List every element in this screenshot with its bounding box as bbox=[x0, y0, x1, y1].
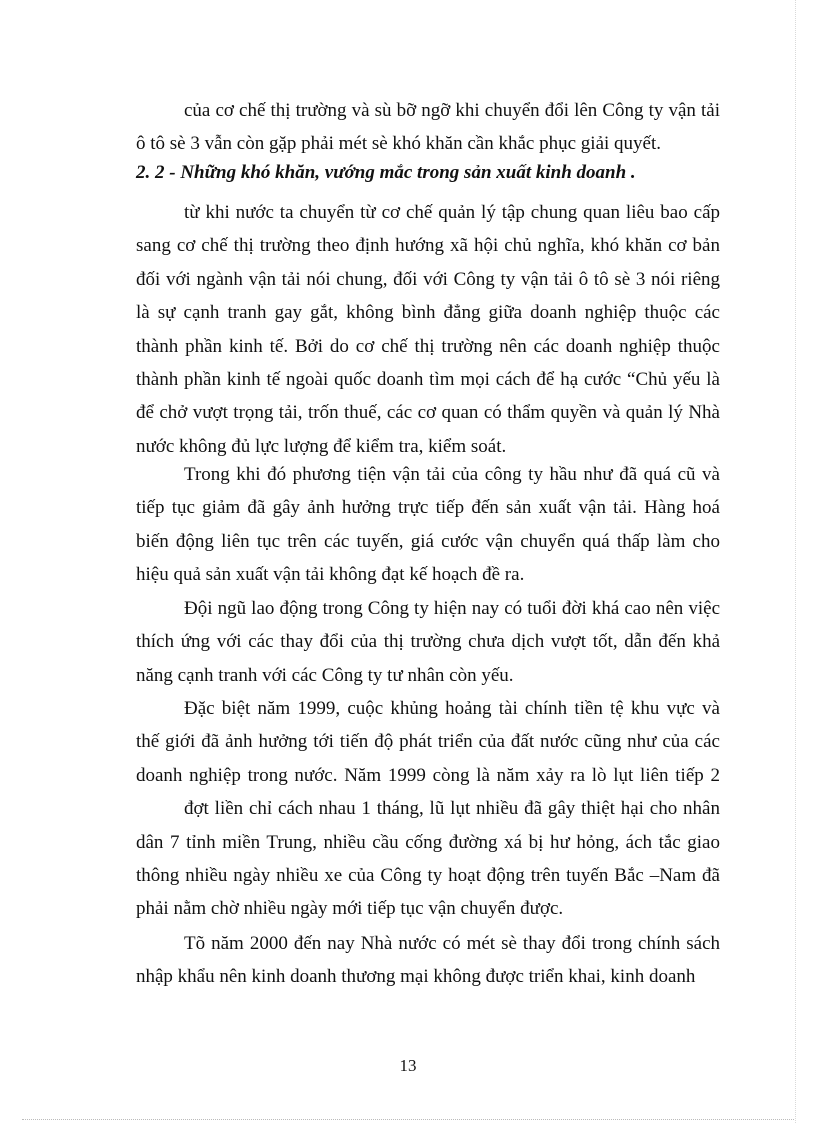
text-line: Đội ngũ lao động trong Công ty hiện nay có tuổi đời khá cao nên việc bbox=[184, 598, 720, 619]
text-line: doanh nghiệp trong nước. Năm 1999 còng là năm xảy ra lò lụt liên tiếp 2 bbox=[136, 764, 720, 786]
text-line: thành phần kinh tế. Bởi do cơ chế thị trường nên các doanh nghiệp thuộc bbox=[136, 335, 720, 357]
text-line: đợt liền chỉ cách nhau 1 tháng, lũ lụt nhiều đã gây thiệt hại cho nhân bbox=[184, 798, 720, 820]
text-line: từ khi nước ta chuyển từ cơ chế quản lý tập chung quan liêu bao cấp bbox=[184, 202, 720, 223]
text-line: để chở vượt trọng tải, trốn thuế, các cơ quan có thẩm quyền và quản lý Nhà bbox=[136, 402, 720, 424]
text-line: Đặc biệt năm 1999, cuộc khủng hoảng tài chính tiền tệ khu vực và bbox=[184, 698, 720, 719]
text-line: của cơ chế thị trường và sù bỡ ngỡ khi chuyển đổi lên Công ty vận tải bbox=[184, 100, 720, 121]
text-line: thành phần kinh tế ngoài quốc doanh tìm mọi cách để hạ cước “Chủ yếu là bbox=[136, 368, 720, 390]
text-line: đối với ngành vận tải nói chung, đối với Công ty vận tải ô tô sè 3 nói riêng bbox=[136, 268, 720, 290]
text-line: thích ứng với các thay đổi của thị trường chưa dịch vượt tốt, dẫn đến khả bbox=[136, 631, 720, 653]
page-bottom-border bbox=[22, 1119, 794, 1120]
text-line: nước không đủ lực lượng để kiểm tra, kiểm soát. bbox=[136, 435, 507, 457]
intro-text bbox=[136, 94, 720, 161]
text-line: dân 7 tỉnh miền Trung, nhiều cầu cống đường xá bị hư hỏng, ách tắc giao bbox=[136, 831, 720, 853]
text-line: là sự cạnh tranh gay gắt, không bình đẳng giữa doanh nghiệp thuộc các bbox=[136, 302, 720, 324]
text-line: tiếp tục giảm đã gây ảnh hưởng trực tiếp đến sản xuất vận tải. Hàng hoá bbox=[136, 497, 720, 519]
paragraph-2 bbox=[136, 458, 720, 592]
section-heading: 2. 2 - Những khó khăn, vướng mắc trong sản xuất kinh doanh . bbox=[136, 162, 636, 183]
paragraph-5 bbox=[136, 927, 720, 994]
text-line: sang cơ chế thị trường theo định hướng xã hội chủ nghĩa, khó khăn cơ bản bbox=[136, 235, 720, 257]
paragraph-1 bbox=[136, 196, 720, 463]
text-line: nhập khẩu nên kinh doanh thương mại không được triển khai, kinh doanh bbox=[136, 966, 696, 988]
text-line: phải nằm chờ nhiều ngày mới tiếp tục vận chuyển được. bbox=[136, 898, 564, 920]
text-line: biến động liên tục trên các tuyến, giá cước vận chuyển quá thấp làm cho bbox=[136, 530, 720, 552]
page-number: 13 bbox=[399, 1056, 417, 1075]
page-right-border bbox=[795, 0, 796, 1123]
text-line: năng cạnh tranh với các Công ty tư nhân còn yếu. bbox=[136, 664, 514, 686]
text-line: thông nhiều ngày nhiều xe của Công ty hoạt động trên tuyến Bắc –Nam đã bbox=[136, 864, 720, 886]
text-line: Trong khi đó phương tiện vận tải của công ty hầu như đã quá cũ và bbox=[184, 464, 720, 485]
text-line: Tõ năm 2000 đến nay Nhà nước có mét sè thay đổi trong chính sách bbox=[184, 933, 720, 954]
paragraph-4 bbox=[136, 692, 720, 926]
text-line: thế giới đã ảnh hưởng tới tiến độ phát triển của đất nước cũng như của các bbox=[136, 731, 720, 753]
text-line: ô tô sè 3 vẫn còn gặp phải mét sè khó khăn cần khắc phục giải quyết. bbox=[136, 133, 661, 155]
text-line: hiệu quả sản xuất vận tải không đạt kế hoạch đề ra. bbox=[136, 564, 525, 586]
paragraph-3 bbox=[136, 592, 720, 692]
